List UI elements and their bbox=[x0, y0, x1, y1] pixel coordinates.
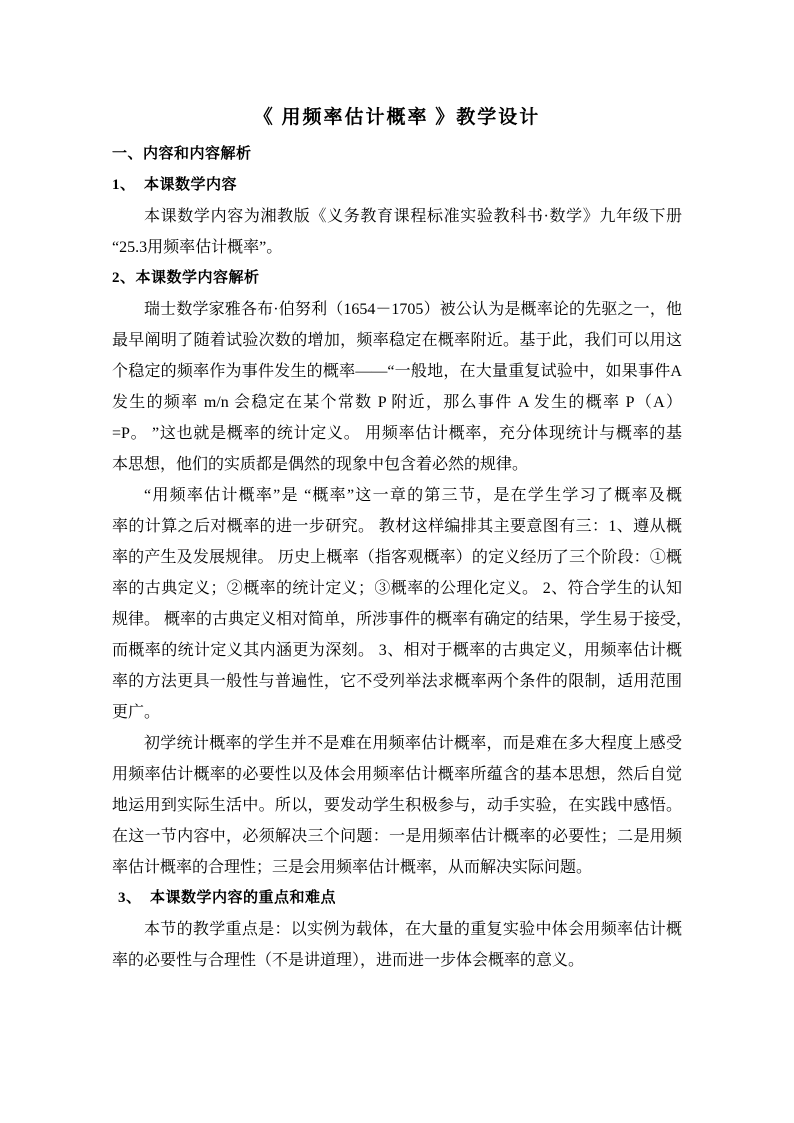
paragraph-line: 率的方法更具一般性与普遍性，它不受列举法求概率两个条件的限制，适用范围 bbox=[112, 673, 682, 690]
paragraph-line: 更广。 bbox=[112, 704, 161, 721]
paragraph-line: 最早阐明了随着试验次数的增加，频率稳定在概率附近。基于此，我们可以用这 bbox=[112, 332, 682, 349]
paragraph-line: 瑞士数学家雅各布·伯努利（1654－1705）被公认为是概率论的先驱之一，他 bbox=[144, 301, 682, 318]
paragraph-line: 率的产生及发展规律。 历史上概率（指客观概率）的定义经历了三个阶段：①概 bbox=[112, 549, 682, 566]
paragraph bbox=[112, 480, 693, 728]
paragraph-line: 率估计概率的合理性；三是会用频率估计概率，从而解决实际问题。 bbox=[112, 859, 593, 876]
paragraph-line: =P。 ”这也就是概率的统计定义。 用频率估计概率，充分体现统计与概率的基 bbox=[112, 425, 682, 442]
paragraph bbox=[112, 914, 682, 976]
subsection-heading-1: 1、 本课数学内容 bbox=[112, 177, 238, 193]
paragraph bbox=[112, 728, 682, 883]
paragraph-line: “用频率估计概率”是 “概率”这一章的第三节，是在学生学习了概率及概 bbox=[144, 487, 682, 504]
document-body bbox=[112, 139, 693, 976]
paragraph-line: 地运用到实际生活中。所以，要发动学生积极参与，动手实验，在实践中感悟。 bbox=[112, 797, 682, 814]
paragraph-line: 规律。 概率的古典定义相对简单，所涉事件的概率有确定的结果，学生易于接受， bbox=[112, 611, 693, 628]
paragraph-line: 率的计算之后对概率的进一步研究。 教材这样编排其主要意图有三：1、遵从概 bbox=[112, 518, 682, 535]
paragraph-line: 本课数学内容为湘教版《义务教育课程标准实验教科书·数学》九年级下册 bbox=[144, 208, 682, 225]
paragraph-line: “25.3用频率估计概率”。 bbox=[112, 239, 283, 256]
section-heading: 一、内容和内容解析 bbox=[112, 146, 252, 162]
paragraph bbox=[112, 294, 682, 480]
document-title: 《 用频率估计概率 》教学设计 bbox=[253, 107, 541, 128]
paragraph-line: 率的古典定义；②概率的统计定义；③概率的公理化定义。 2、符合学生的认知 bbox=[112, 580, 682, 597]
paragraph bbox=[112, 201, 682, 263]
subsection-heading-2: 2、本课数学内容解析 bbox=[112, 270, 260, 286]
paragraph-line: 初学统计概率的学生并不是难在用频率估计概率，而是难在多大程度上感受 bbox=[144, 735, 682, 752]
paragraph-line: 发生的频率 m/n 会稳定在某个常数 P 附近，那么事件 A 发生的概率 P（A） bbox=[112, 394, 682, 411]
paragraph-line: 率的必要性与合理性（不是讲道理），进而进一步体会概率的意义。 bbox=[112, 952, 585, 969]
paragraph-line: 而概率的统计定义其内涵更为深刻。 3、相对于概率的古典定义，用频率估计概 bbox=[112, 642, 682, 659]
paragraph-line: 个稳定的频率作为事件发生的概率——“一般地，在大量重复试验中，如果事件A bbox=[112, 363, 682, 380]
paragraph-line: 在这一节内容中，必须解决三个问题：一是用频率估计概率的必要性；二是用频 bbox=[112, 828, 682, 845]
subsection-heading-3: 3、 本课数学内容的重点和难点 bbox=[118, 890, 337, 906]
paragraph-line: 本节的教学重点是：以实例为载体，在大量的重复实验中体会用频率估计概 bbox=[144, 921, 682, 938]
paragraph-line: 用频率估计概率的必要性以及体会用频率估计概率所蕴含的基本思想，然后自觉 bbox=[112, 766, 682, 783]
paragraph-line: 本思想，他们的实质都是偶然的现象中包含着必然的规律。 bbox=[112, 456, 529, 473]
